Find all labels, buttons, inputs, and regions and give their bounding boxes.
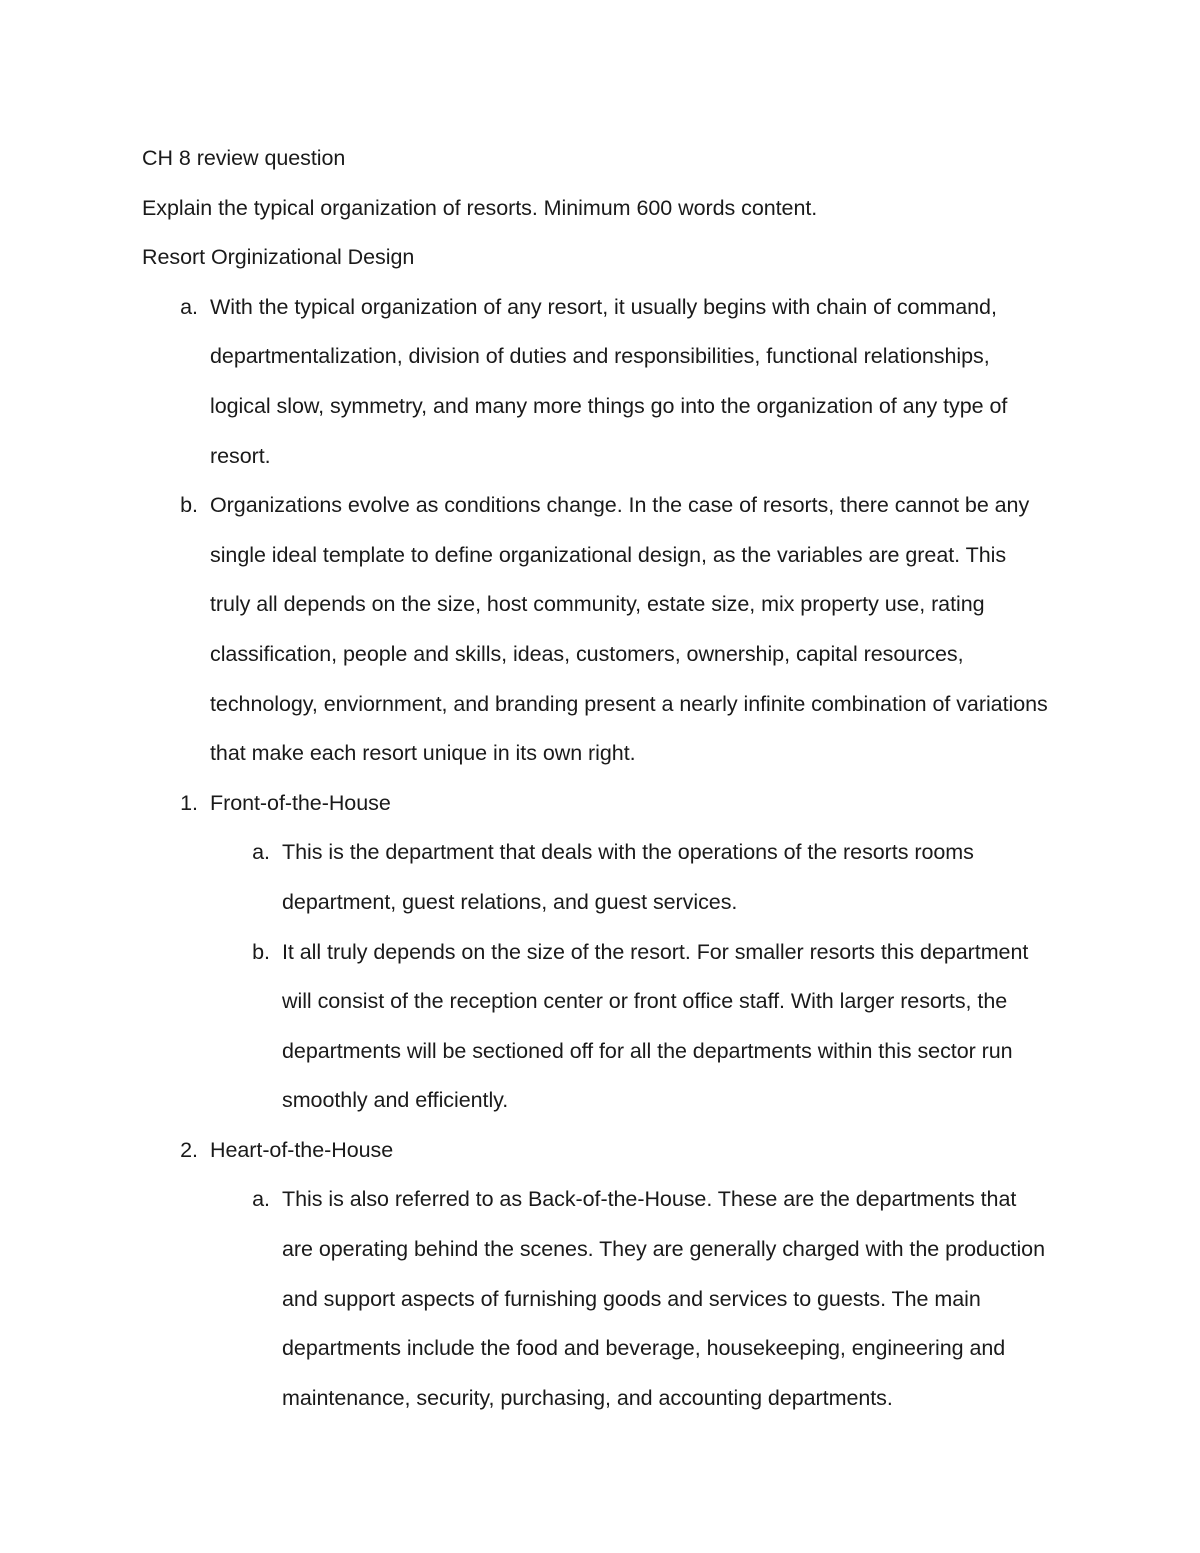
- list-marker: a.: [252, 1187, 270, 1212]
- text-line: department, guest relations, and guest services.: [282, 889, 738, 914]
- text-line: Front-of-the-House: [210, 790, 391, 815]
- list-marker: a.: [252, 840, 270, 865]
- text-line: CH 8 review question: [142, 146, 346, 170]
- list-item-1b-depends-on-size: [142, 928, 1072, 1126]
- section-heading-resort-orginizational-design: [142, 233, 1072, 283]
- text-line: Explain the typical organization of resorts. Minimum 600 words content.: [142, 195, 818, 220]
- text-line: and support aspects of furnishing goods and services to guests. The main: [282, 1286, 981, 1311]
- text-line: With the typical organization of any resort, it usually begins with chain of command,: [210, 294, 997, 319]
- list-item-1-front-of-the-house: [142, 779, 1072, 829]
- list-item-2a-back-of-the-house: [142, 1175, 1072, 1423]
- text-line: This is also referred to as Back-of-the-House. These are the departments that: [282, 1187, 1017, 1212]
- list-marker: b.: [252, 939, 270, 964]
- text-line: Organizations evolve as conditions change. In the case of resorts, there cannot be any: [210, 493, 1030, 518]
- text-line: logical slow, symmetry, and many more things go into the organization of any type of: [210, 393, 1008, 418]
- text-line: will consist of the reception center or front office staff. With larger resorts, the: [282, 989, 1008, 1014]
- heading-ch8-review-question: [142, 134, 1072, 184]
- text-line: departments will be sectioned off for all the departments within this sector run: [282, 1038, 1013, 1063]
- list-marker: b.: [180, 493, 198, 518]
- text-line: technology, enviornment, and branding present a nearly infinite combination of variations: [210, 691, 1048, 716]
- text-line: maintenance, security, purchasing, and accounting departments.: [282, 1385, 893, 1410]
- list-item-a-chain-of-command: [142, 283, 1072, 481]
- text-line: single ideal template to define organizational design, as the variables are great. This: [210, 542, 1007, 567]
- text-line: smoothly and efficiently.: [282, 1088, 509, 1113]
- list-marker: 2.: [180, 1137, 198, 1162]
- list-marker: 1.: [180, 790, 198, 815]
- text-line: Resort Orginizational Design: [142, 245, 415, 270]
- text-line: classification, people and skills, ideas, customers, ownership, capital resources,: [210, 641, 964, 666]
- list-item-b-organizations-evolve: [142, 481, 1072, 779]
- text-line: This is the department that deals with the operations of the resorts rooms: [282, 840, 974, 865]
- text-line: truly all depends on the size, host community, estate size, mix property use, rating: [210, 592, 985, 617]
- text-line: departmentalization, division of duties and responsibilities, functional relationships,: [210, 344, 990, 369]
- list-marker: a.: [180, 294, 198, 319]
- text-line: Heart-of-the-House: [210, 1137, 394, 1162]
- prompt-line: [142, 184, 1072, 234]
- text-line: resort.: [210, 443, 271, 468]
- document-body: [142, 134, 1072, 1423]
- list-item-2-heart-of-the-house: [142, 1126, 1072, 1176]
- text-line: that make each resort unique in its own right.: [210, 741, 636, 766]
- text-line: departments include the food and beverage, housekeeping, engineering and: [282, 1336, 1006, 1361]
- list-item-1a-rooms-department: [142, 828, 1072, 927]
- text-line: are operating behind the scenes. They are generally charged with the production: [282, 1237, 1045, 1262]
- text-line: It all truly depends on the size of the resort. For smaller resorts this department: [282, 939, 1029, 964]
